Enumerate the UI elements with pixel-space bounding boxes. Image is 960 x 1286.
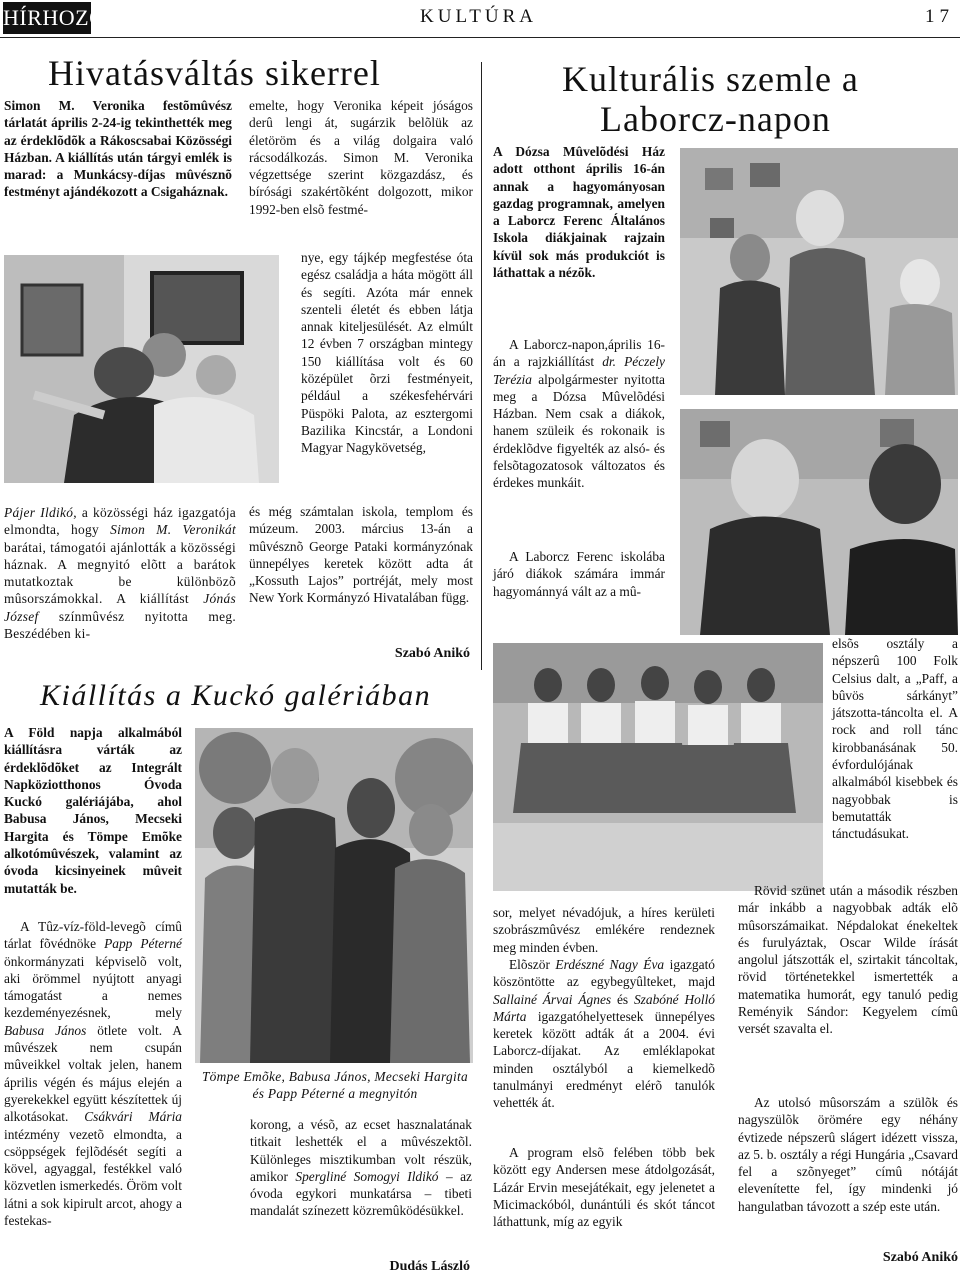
article1-body-wide: és még számtalan iskola, templom és múzeum. 2003. március 13-án a mûvésznõ George Pataki kormányzónak ünnepélyes keretek között adta át „Kossuth Lajos” portréját, mely most New York Kormányzó Hivatalában függ. — [249, 504, 473, 606]
name-peczely-end: ia — [521, 371, 532, 387]
name-erdeszne: Erdészné Nagy Éva — [555, 957, 665, 972]
header-rule — [0, 37, 960, 38]
name-csakvari: Csákvári Mária — [84, 1109, 182, 1125]
article3-body-1 — [493, 336, 665, 492]
article2-photo-artists — [195, 728, 473, 1063]
name-babusa: Babusa János — [4, 1022, 87, 1038]
page-number: 17 — [925, 6, 954, 27]
article2-body-1 — [4, 918, 182, 1229]
article2-photo-caption: Tömpe Emõke, Babusa János, Mecseki Hargita és Papp Péterné a megnyitón — [201, 1069, 469, 1102]
article1-title: Hivatásváltás sikerrel — [48, 53, 381, 93]
article3-title-line2: Laborcz-napon — [600, 99, 831, 139]
text: igazgató köszöntötte az egybegyûlteket, majd — [493, 957, 715, 990]
article3-body-mid-c: A program elsõ felében több bek között egy Andersen mese átdolgozását, Lázár Ervin mesejátékait, egy jelenetet a Micimackóból, dunántúli és skót táncot láthattunk, míg az egyik — [493, 1145, 715, 1230]
text: ötlete volt. A mûvészek nem csupán mûveikkel voltak jelen, hanem április végén és május elején a gyerekekkel együtt készítettek új alkotásokat. — [4, 1022, 182, 1125]
name-peczely: dr. Péczely Teréz — [493, 354, 665, 387]
caption-text: színmûvész nyitotta meg. Beszédében ki- — [4, 608, 236, 642]
article1-body-narrow: nye, egy tájkép megfestése óta egész családja a háta mögött áll és segíti. Azóta már ennek szenteli életét és ebben látja annak kiteljesülését. Az elmúlt 12 évben 7 országban mintegy 150 kiállítása volt és 60 középület õrzi festményeit, például a székesfehérvári Püspöki Palota, az esztergomi Bazilika Kincstár, a Londoni Magyar Nagykövetség, — [301, 250, 473, 456]
article3-body-mid-b — [493, 956, 715, 1112]
caption-name-pajer: Pájer Ildikó — [4, 505, 74, 520]
article1-lead: Simon M. Veronika festõmûvész tárlatát április 2-24-ig tekinthették meg az érdeklõdõk a Rákoscsabai Közösségi Házban. A kiállítás után tárgyi emlék is marad: a Munkácsy-díjas mûvésznõ festményt ajándékozott a Csigaháznak. — [4, 98, 232, 200]
caption-name-jonas: Jónás József — [4, 591, 236, 624]
article1-signature: Szabó Anikó — [394, 646, 470, 661]
article3-body-right-wide-b: Az utolsó mûsorszám a szülõk és nagyszülõk örömére egy néhány évtizede népszerû slágert idézett vissza, az 5. b. osztály a régi Hungária „Csavard fel a szõnyeget” címû nótáját elevenítette fel, így mindenki jó hangulatban távozott a szép este után. — [738, 1095, 958, 1214]
article2-signature: Dudás László — [389, 1259, 470, 1274]
text: önkormányzati képviselõ volt, aki örömmel nyújtott anyagi támogatást a nemes kezdeményezésnek, mely — [4, 953, 182, 1021]
article2-body-2 — [250, 1116, 472, 1220]
article3-body-right-narrow: elsõs osztály a népszerû 100 Folk Celsius dalt, a „Paff, a bûvös sárkányt” játszotta-táncolta el. A rock and roll tánc kirobbanásának 50. évfordulójának alkalmából kisebbek és nagyobbak is bemutatták tánctudásukat. — [832, 636, 958, 842]
article3-title-line1: Kulturális szemle a — [562, 59, 859, 99]
article2-lead: A Föld napja alkalmából kiállításra várták az érdeklõdõket az Integrált Napköziotthonos Óvoda Kuckó galériájába, ahol Babusa János, Mecseki Hargita és Tömpe Emõke alkotómûvészek, valamint az óvoda kicsinyeinek mûveit mutatták be. — [4, 725, 182, 896]
text: alpolgármester nyitotta meg a Dózsa Mûvelõdési Házban. Nem csak a diákok, hanem szüleik és rokonaik is érdeklõdve figyelték az alsó- és felsõtagozatosok változatos és érdekes munkáit. — [493, 371, 665, 491]
article3-signature: Szabó Anikó — [882, 1250, 958, 1265]
name-papp: Papp Péterné — [104, 936, 182, 952]
caption-text: , a közösségi ház igazgatója elmondta, hogy — [4, 505, 236, 538]
text: A Tûz-víz-föld-levegõ címû tárlat fõvédnöke — [4, 919, 182, 952]
name-sallaine: Sallainé Árvai Ágnes — [493, 991, 612, 1007]
article1-photo-boys — [4, 255, 279, 483]
article3-body-right-wide-a: Rövid szünet után a második részben már inkább a nagyobbak adták elõ mûsorszámaikat. Népdalokat énekeltek és furulyáztak, Oscar Wilde írását angolul játszották el, szirtakit táncoltak, rövid történetekkel ismertették a matematika humorát, egy tanuló pedig Reményik Sándor: Kegyelem címû versét szavalta el. — [738, 883, 958, 1037]
text: – az óvoda egykori munkatársa – tibeti mandalát színezett közremûködésükkel. — [250, 1168, 472, 1219]
text: és — [611, 991, 634, 1007]
article3-photo-women — [680, 409, 958, 635]
article2-title: Kiállítás a Kuckó galériában — [40, 679, 432, 712]
section-title: KULTÚRA — [420, 6, 538, 27]
article3-body-mid-a: sor, melyet névadójuk, a híres kerületi szobrászmûvész emlékére rendeznek meg minden évben. — [493, 905, 715, 955]
article3-photo-dancers — [493, 643, 823, 891]
article3-photo-girls — [680, 148, 958, 395]
column-divider — [481, 62, 482, 670]
caption-text: barátai, támogatói ajánlották a közösségi háznak. A megnyitó elõtt a barátok mutatkoztak be különbözõ mûsorszámokkal. A kiállítást — [4, 539, 236, 607]
publication-logo: HÍRHOZÓ — [3, 2, 91, 34]
text: Elõször — [509, 957, 556, 972]
text: intézmény vezetõ elmondta, a csöppségek fejlõdését segíti a kövel, agyaggal, festékkel való közvetlen ismerkedés. Öröm volt látni a sok kipirult arcot, ahogy a festekas- — [4, 1126, 182, 1229]
text: igazgatóhelyettesek ünnepélyes keretek között adták át a 2004. évi Laborcz-díjakat. Az emléklapokat minden osztályból a kiemelkedõ tanulmányi eredményt elérõ tanulók vehették át. — [493, 1008, 715, 1111]
text: korong, a vésõ, az ecset hasznalatának titkait leshették el a mûvészektõl. Különleges misztikumban volt részük, amikor — [250, 1117, 472, 1184]
name-spergline: Spergliné Somogyi Ildikó — [295, 1168, 439, 1184]
name-szabone: Szabóné Holló Márta — [493, 991, 715, 1024]
caption-name-simon: Simon M. Veronikát — [110, 522, 236, 538]
article3-body-2: A Laborcz Ferenc iskolába járó diákok számára immár hagyománnyá vált az a mû- — [493, 549, 665, 599]
article1-body-top: emelte, hogy Veronika képeit jóságos derû lengi át, sugárzik belõlük az életöröm és a világ dolgaira való rácsodálkozás. Simon M. Veronika végzettsége szerint közgazdász, és bírósági szakértõként dolgozott, mikor 1992-ben elsõ festmé- — [249, 98, 473, 217]
article1-caption — [4, 504, 236, 642]
text: A Laborcz-napon,április 16-án a rajzkiállítást — [493, 337, 665, 370]
article3-lead: A Dózsa Mûvelõdési Ház adott otthont április 16-án annak a hagyományosan gazdag programnak, amelyen a Laborcz Ferenc Általános Iskola diákjainak rajzain kívül sok más produkciót is láthattak a nézõk. — [493, 144, 665, 281]
